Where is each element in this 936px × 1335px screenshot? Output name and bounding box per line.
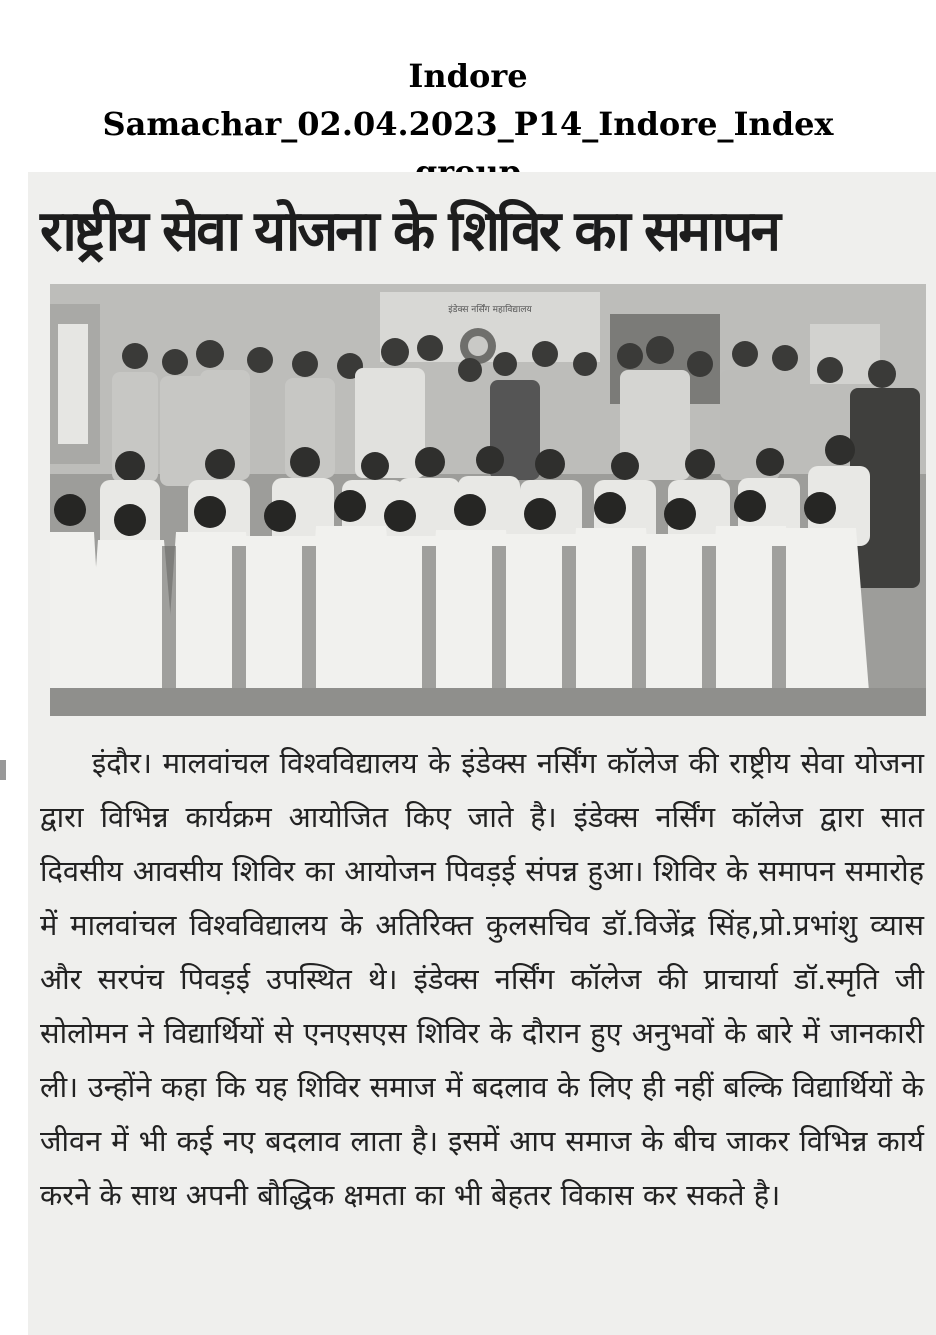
article-headline: राष्ट्रीय सेवा योजना के शिविर का समापन [40,199,779,264]
scan-edge-mark [0,760,6,780]
photo-banner-text: इंडेक्स नर्सिंग महाविद्यालय [448,305,532,315]
article-body [40,736,924,1222]
group-photo [50,284,926,716]
caption-line-1: Indore Samachar_02.04.2023_P14_Indore_Index [102,57,834,143]
article-paragraph: इंदौर। मालवांचल विश्वविद्यालय के इंडेक्स नर्सिंग कॉलेज की राष्ट्रीय सेवा योजना द्वारा विभिन्न कार्यक्रम आयोजित किए जाते है। इंडेक्स नर्सिंग कॉलेज द्वारा सात दिवसीय आवसीय शिविर का आयोजन पिवड़ई संपन्न हुआ। शिविर के समापन समारोह में मालवांचल विश्वविद्यालय के अतिरिक्त कुलसचिव डॉ.विजेंद्र सिंह,प्रो.प्रभांशु व्यास और सरपंच पिवड़ई उपस्थित थे। इंडेक्स नर्सिंग कॉलेज की प्राचार्या डॉ.स्मृति जी सोलोमन ने विद्यार्थियों से एनएसएस शिविर के दौरान हुए अनुभवों के बारे में जानकारी ली। उन्होंने कहा कि यह शिविर समाज में बदलाव के लिए ही नहीं बल्कि विद्यार्थियों के जीवन में भी कई नए बदलाव लाता है। इसमें आप समाज के बीच जाकर विभिन्न कार्य करने के साथ अपनी बौद्धिक क्षमता का भी बेहतर विकास कर सकते है। [40,746,924,1212]
